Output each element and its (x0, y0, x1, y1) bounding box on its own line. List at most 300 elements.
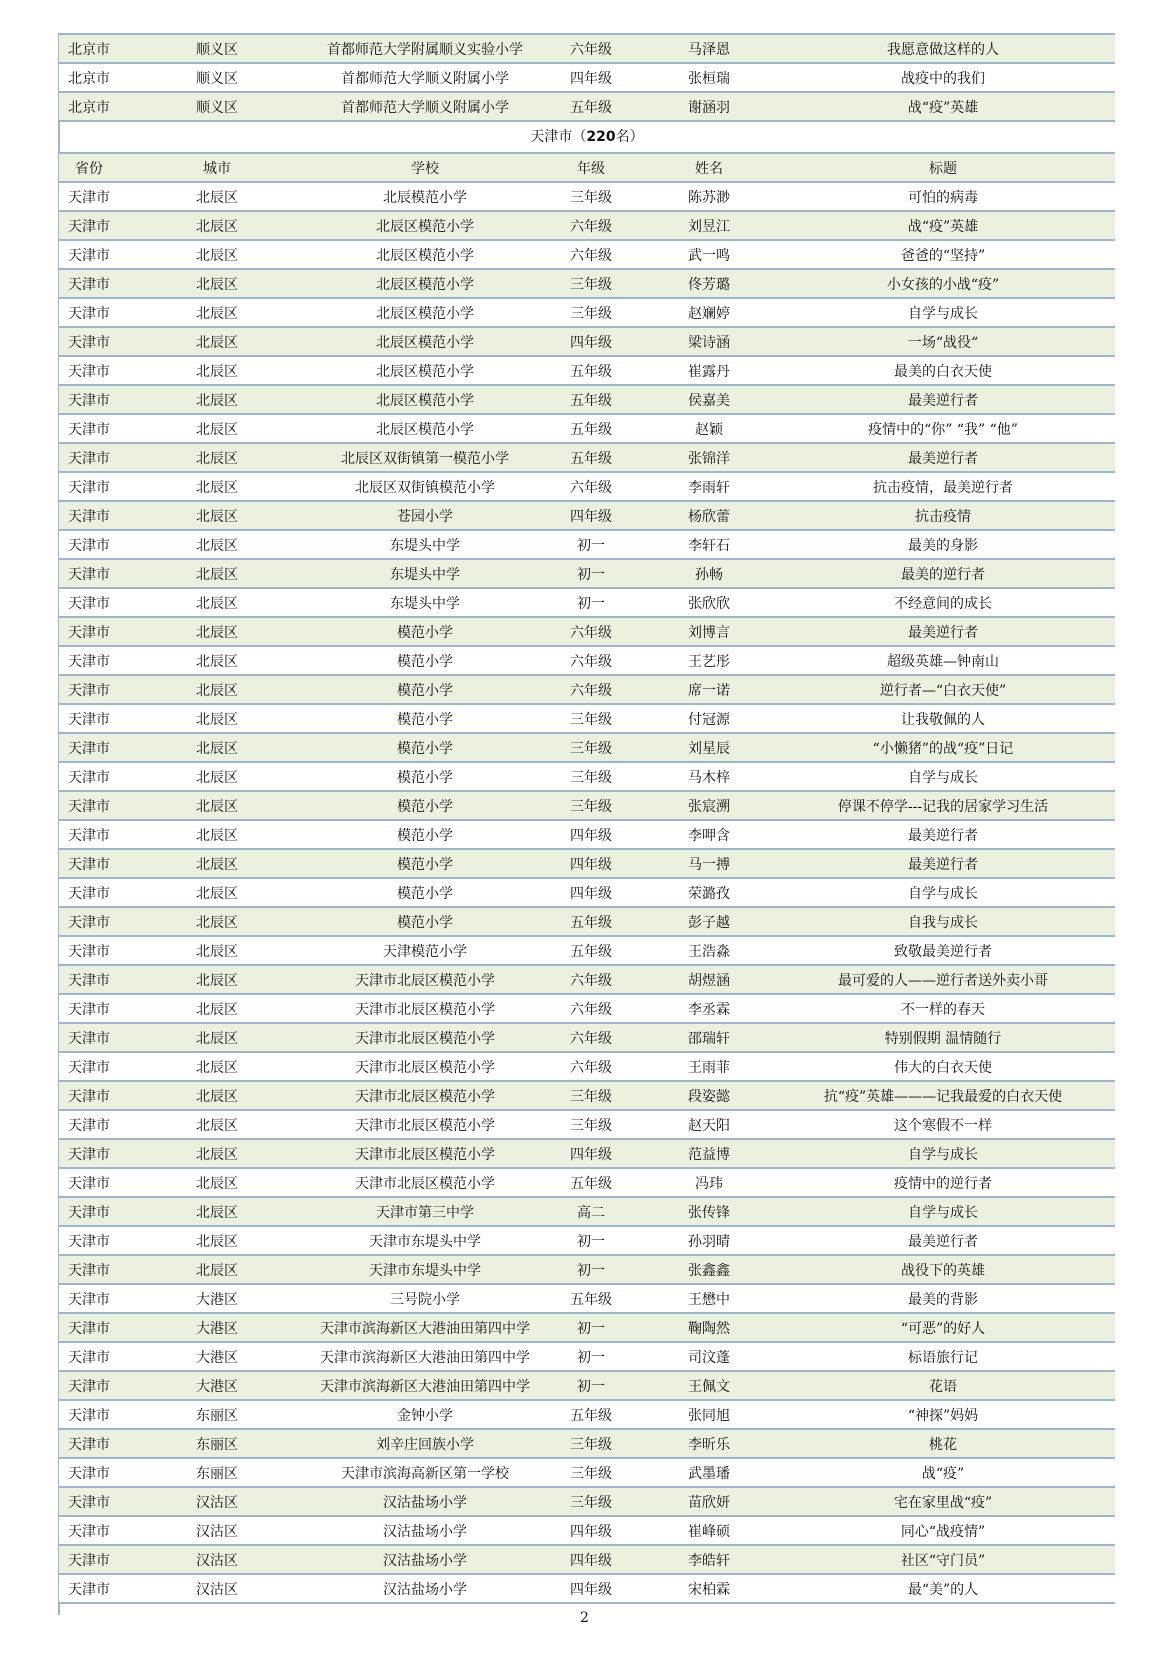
cell-name: 王艺彤 (647, 646, 771, 675)
cell-grade: 三年级 (535, 733, 647, 762)
table-row (59, 1458, 1115, 1487)
cell-school: 汉沽盐场小学 (315, 1574, 535, 1603)
cell-school: 首都师范大学顺义附属小学 (315, 92, 535, 121)
cell-city: 大港区 (119, 1342, 315, 1371)
cell-school: 模范小学 (315, 907, 535, 936)
cell-grade: 初一 (535, 1313, 647, 1342)
cell-name: 邵瑞轩 (647, 1023, 771, 1052)
cell-grade: 四年级 (535, 327, 647, 356)
cell-title: 桃花 (771, 1429, 1115, 1458)
cell-province: 天津市 (59, 1400, 119, 1429)
table-row (59, 1139, 1115, 1168)
cell-grade: 初一 (535, 559, 647, 588)
cell-province: 天津市 (59, 327, 119, 356)
cell-province: 北京市 (59, 92, 119, 121)
cell-city: 北辰区 (119, 878, 315, 907)
cell-province: 天津市 (59, 675, 119, 704)
cell-name: 段姿懿 (647, 1081, 771, 1110)
cell-grade: 六年级 (535, 617, 647, 646)
cell-province: 天津市 (59, 269, 119, 298)
cell-city: 北辰区 (119, 994, 315, 1023)
cell-name: 李呷含 (647, 820, 771, 849)
cell-city: 北辰区 (119, 588, 315, 617)
cell-title: 最美逆行者 (771, 385, 1115, 414)
section-title-suffix: 名） (615, 129, 644, 145)
cell-grade: 六年级 (535, 1023, 647, 1052)
cell-grade: 五年级 (535, 414, 647, 443)
cell-province: 天津市 (59, 1458, 119, 1487)
cell-province: 天津市 (59, 791, 119, 820)
table-row (59, 327, 1115, 356)
cell-name: 谢涵羽 (647, 92, 771, 121)
cell-name: 宋柏霖 (647, 1574, 771, 1603)
cell-school: 北辰区模范小学 (315, 240, 535, 269)
cell-province: 天津市 (59, 1023, 119, 1052)
cell-province: 天津市 (59, 1574, 119, 1603)
cell-school: 东堤头中学 (315, 559, 535, 588)
cell-name: 武墨璠 (647, 1458, 771, 1487)
cell-title: 停课不停学---记我的居家学习生活 (771, 791, 1115, 820)
cell-title: 伟大的白衣天使 (771, 1052, 1115, 1081)
cell-city: 北辰区 (119, 820, 315, 849)
cell-grade: 初一 (535, 1371, 647, 1400)
cell-city: 北辰区 (119, 646, 315, 675)
cell-title: 花语 (771, 1371, 1115, 1400)
cell-school: 天津市北辰区模范小学 (315, 1052, 535, 1081)
table-row (59, 240, 1115, 269)
table-row (59, 588, 1115, 617)
cell-name: 赵天阳 (647, 1110, 771, 1139)
cell-name: 付冠源 (647, 704, 771, 733)
cell-name: 马泽恩 (647, 34, 771, 63)
cell-grade: 三年级 (535, 298, 647, 327)
cell-title: 可怕的病毒 (771, 182, 1115, 211)
cell-city: 北辰区 (119, 298, 315, 327)
cell-name: 杨欣蕾 (647, 501, 771, 530)
cell-province: 天津市 (59, 907, 119, 936)
cell-city: 北辰区 (119, 1081, 315, 1110)
cell-province: 天津市 (59, 472, 119, 501)
cell-grade: 三年级 (535, 1487, 647, 1516)
section-title-name: 天津市（ (530, 129, 587, 145)
table-row (59, 1574, 1115, 1603)
cell-grade: 六年级 (535, 211, 647, 240)
cell-school: 天津市第三中学 (315, 1197, 535, 1226)
cell-title: 逆行者—“白衣天使” (771, 675, 1115, 704)
cell-school: 天津市滨海新区大港油田第四中学 (315, 1371, 535, 1400)
cell-school: 北辰区模范小学 (315, 414, 535, 443)
cell-name: 马木梓 (647, 762, 771, 791)
cell-school: 模范小学 (315, 762, 535, 791)
cell-school: 天津市北辰区模范小学 (315, 1023, 535, 1052)
header-name: 姓名 (647, 153, 771, 182)
cell-city: 北辰区 (119, 240, 315, 269)
cell-grade: 六年级 (535, 472, 647, 501)
cell-grade: 三年级 (535, 1110, 647, 1139)
header-school: 学校 (315, 153, 535, 182)
cell-name: 崔峰硕 (647, 1516, 771, 1545)
cell-city: 东丽区 (119, 1458, 315, 1487)
cell-title: 让我敬佩的人 (771, 704, 1115, 733)
cell-city: 北辰区 (119, 704, 315, 733)
cell-name: 赵斓婷 (647, 298, 771, 327)
cell-title: 最美逆行者 (771, 1226, 1115, 1255)
cell-name: 冯玮 (647, 1168, 771, 1197)
cell-school: 北辰区模范小学 (315, 298, 535, 327)
cell-province: 北京市 (59, 63, 119, 92)
cell-city: 北辰区 (119, 1197, 315, 1226)
cell-school: 北辰区模范小学 (315, 356, 535, 385)
cell-school: 天津市滨海新区大港油田第四中学 (315, 1313, 535, 1342)
cell-name: 彭子越 (647, 907, 771, 936)
header-province: 省份 (59, 153, 119, 182)
cell-school: 天津市东堤头中学 (315, 1226, 535, 1255)
cell-city: 北辰区 (119, 675, 315, 704)
cell-grade: 六年级 (535, 675, 647, 704)
cell-city: 北辰区 (119, 1023, 315, 1052)
cell-school: 模范小学 (315, 675, 535, 704)
table-row (59, 1052, 1115, 1081)
cell-province: 天津市 (59, 588, 119, 617)
cell-city: 汉沽区 (119, 1516, 315, 1545)
cell-school: 模范小学 (315, 820, 535, 849)
cell-province: 天津市 (59, 994, 119, 1023)
cell-province: 天津市 (59, 182, 119, 211)
cell-title: 不一样的春天 (771, 994, 1115, 1023)
table-row (59, 849, 1115, 878)
cell-grade: 三年级 (535, 182, 647, 211)
cell-city: 北辰区 (119, 1139, 315, 1168)
cell-name: 赵颖 (647, 414, 771, 443)
cell-name: 王懋中 (647, 1284, 771, 1313)
cell-title: 社区“守门员” (771, 1545, 1115, 1574)
cell-name: 李雨轩 (647, 472, 771, 501)
table-row (59, 182, 1115, 211)
cell-province: 天津市 (59, 530, 119, 559)
table-row (59, 646, 1115, 675)
cell-title: 战“疫”英雄 (771, 92, 1115, 121)
cell-province: 天津市 (59, 1545, 119, 1574)
cell-province: 天津市 (59, 1110, 119, 1139)
cell-city: 顺义区 (119, 34, 315, 63)
cell-city: 东丽区 (119, 1429, 315, 1458)
cell-title: 自学与成长 (771, 1197, 1115, 1226)
cell-name: 胡煜涵 (647, 965, 771, 994)
cell-school: 汉沽盐场小学 (315, 1545, 535, 1574)
cell-grade: 三年级 (535, 762, 647, 791)
cell-province: 天津市 (59, 443, 119, 472)
cell-name: 张宸溯 (647, 791, 771, 820)
cell-grade: 初一 (535, 530, 647, 559)
table-row (59, 617, 1115, 646)
cell-name: 陈苏渺 (647, 182, 771, 211)
cell-name: 佟芳璐 (647, 269, 771, 298)
cell-name: 荣潞孜 (647, 878, 771, 907)
table-row (59, 34, 1115, 63)
cell-city: 大港区 (119, 1313, 315, 1342)
table-row (59, 385, 1115, 414)
table-row (59, 443, 1115, 472)
cell-title: 最美的逆行者 (771, 559, 1115, 588)
cell-city: 北辰区 (119, 559, 315, 588)
table-row (59, 472, 1115, 501)
cell-school: 天津市北辰区模范小学 (315, 965, 535, 994)
cell-grade: 四年级 (535, 1574, 647, 1603)
cell-title: 最美逆行者 (771, 617, 1115, 646)
cell-grade: 六年级 (535, 240, 647, 269)
cell-city: 北辰区 (119, 472, 315, 501)
cell-city: 北辰区 (119, 907, 315, 936)
cell-name: 马一搏 (647, 849, 771, 878)
cell-grade: 三年级 (535, 1458, 647, 1487)
cell-province: 天津市 (59, 1139, 119, 1168)
tianjin-table (59, 152, 1115, 1604)
cell-province: 天津市 (59, 1487, 119, 1516)
cell-school: 首都师范大学顺义附属小学 (315, 63, 535, 92)
cell-title: 战“疫” (771, 1458, 1115, 1487)
cell-title: 同心“战疫情” (771, 1516, 1115, 1545)
cell-province: 天津市 (59, 617, 119, 646)
cell-name: 李丞霖 (647, 994, 771, 1023)
table-row (59, 820, 1115, 849)
cell-title: “可恶”的好人 (771, 1313, 1115, 1342)
cell-province: 天津市 (59, 1052, 119, 1081)
cell-name: 侯嘉美 (647, 385, 771, 414)
cell-grade: 五年级 (535, 443, 647, 472)
cell-city: 北辰区 (119, 733, 315, 762)
cell-title: 不经意间的成长 (771, 588, 1115, 617)
cell-grade: 六年级 (535, 34, 647, 63)
cell-name: 张鑫鑫 (647, 1255, 771, 1284)
cell-school: 汉沽盐场小学 (315, 1516, 535, 1545)
beijing-continuation-table (59, 33, 1115, 122)
table-row (59, 936, 1115, 965)
cell-city: 北辰区 (119, 1255, 315, 1284)
cell-name: 刘星辰 (647, 733, 771, 762)
cell-name: 孙畅 (647, 559, 771, 588)
table-row (59, 1168, 1115, 1197)
cell-city: 北辰区 (119, 182, 315, 211)
cell-title: 自学与成长 (771, 1139, 1115, 1168)
cell-school: 天津市北辰区模范小学 (315, 1168, 535, 1197)
cell-province: 天津市 (59, 240, 119, 269)
cell-city: 大港区 (119, 1284, 315, 1313)
cell-grade: 高二 (535, 1197, 647, 1226)
cell-name: 张欣欣 (647, 588, 771, 617)
cell-province: 天津市 (59, 1226, 119, 1255)
cell-name: 王雨菲 (647, 1052, 771, 1081)
cell-province: 天津市 (59, 1255, 119, 1284)
cell-city: 北辰区 (119, 414, 315, 443)
table-row (59, 1371, 1115, 1400)
cell-city: 北辰区 (119, 1110, 315, 1139)
cell-title: 自学与成长 (771, 298, 1115, 327)
table-row (59, 559, 1115, 588)
cell-city: 北辰区 (119, 965, 315, 994)
cell-title: 最美逆行者 (771, 849, 1115, 878)
cell-grade: 五年级 (535, 385, 647, 414)
cell-school: 模范小学 (315, 878, 535, 907)
cell-city: 东丽区 (119, 1400, 315, 1429)
cell-title: 特别假期 温情随行 (771, 1023, 1115, 1052)
table-row (59, 791, 1115, 820)
cell-city: 北辰区 (119, 269, 315, 298)
cell-province: 天津市 (59, 762, 119, 791)
cell-province: 天津市 (59, 936, 119, 965)
cell-title: 一场“战役“ (771, 327, 1115, 356)
table-row (59, 269, 1115, 298)
cell-grade: 四年级 (535, 849, 647, 878)
table-row (59, 92, 1115, 121)
cell-title: 自学与成长 (771, 878, 1115, 907)
cell-name: 张桓瑞 (647, 63, 771, 92)
table-row (59, 1255, 1115, 1284)
cell-name: 苗欣妍 (647, 1487, 771, 1516)
cell-grade: 四年级 (535, 1516, 647, 1545)
cell-name: 李皓轩 (647, 1545, 771, 1574)
cell-province: 天津市 (59, 1284, 119, 1313)
cell-city: 汉沽区 (119, 1574, 315, 1603)
cell-title: 抗击疫情，最美逆行者 (771, 472, 1115, 501)
cell-title: 最美逆行者 (771, 820, 1115, 849)
cell-school: 金钟小学 (315, 1400, 535, 1429)
cell-grade: 初一 (535, 588, 647, 617)
cell-school: 三号院小学 (315, 1284, 535, 1313)
cell-title: 最美的白衣天使 (771, 356, 1115, 385)
cell-grade: 五年级 (535, 1168, 647, 1197)
cell-city: 汉沽区 (119, 1487, 315, 1516)
cell-grade: 四年级 (535, 1545, 647, 1574)
cell-name: 刘博言 (647, 617, 771, 646)
cell-grade: 五年级 (535, 907, 647, 936)
cell-school: 天津市北辰区模范小学 (315, 1110, 535, 1139)
cell-city: 北辰区 (119, 443, 315, 472)
cell-school: 天津市北辰区模范小学 (315, 1139, 535, 1168)
cell-school: 北辰区双街镇模范小学 (315, 472, 535, 501)
table-row (59, 1226, 1115, 1255)
cell-grade: 四年级 (535, 63, 647, 92)
cell-name: 张同旭 (647, 1400, 771, 1429)
cell-grade: 初一 (535, 1255, 647, 1284)
cell-school: 苍园小学 (315, 501, 535, 530)
table-row (59, 675, 1115, 704)
cell-province: 天津市 (59, 385, 119, 414)
cell-title: 小女孩的小战“疫” (771, 269, 1115, 298)
cell-name: 司汶蓬 (647, 1342, 771, 1371)
cell-province: 天津市 (59, 211, 119, 240)
header-grade: 年级 (535, 153, 647, 182)
cell-title: 最美的背影 (771, 1284, 1115, 1313)
cell-province: 天津市 (59, 646, 119, 675)
cell-title: 爸爸的“坚持” (771, 240, 1115, 269)
cell-name: 武一鸣 (647, 240, 771, 269)
cell-school: 首都师范大学附属顺义实验小学 (315, 34, 535, 63)
header-city: 城市 (119, 153, 315, 182)
cell-school: 北辰区模范小学 (315, 385, 535, 414)
table-row (59, 907, 1115, 936)
cell-school: 北辰模范小学 (315, 182, 535, 211)
cell-province: 天津市 (59, 733, 119, 762)
cell-title: 抗击疫情 (771, 501, 1115, 530)
table-row (59, 733, 1115, 762)
table-row (59, 1545, 1115, 1574)
cell-title: 我愿意做这样的人 (771, 34, 1115, 63)
cell-province: 天津市 (59, 1371, 119, 1400)
cell-name: 鞠陶然 (647, 1313, 771, 1342)
cell-name: 范益博 (647, 1139, 771, 1168)
cell-school: 模范小学 (315, 646, 535, 675)
cell-school: 模范小学 (315, 704, 535, 733)
table-row (59, 501, 1115, 530)
cell-school: 天津市北辰区模范小学 (315, 1081, 535, 1110)
cell-school: 天津市滨海高新区第一学校 (315, 1458, 535, 1487)
cell-city: 北辰区 (119, 1052, 315, 1081)
cell-province: 天津市 (59, 298, 119, 327)
cell-name: 崔露丹 (647, 356, 771, 385)
cell-grade: 初一 (535, 1226, 647, 1255)
cell-province: 北京市 (59, 34, 119, 63)
cell-province: 天津市 (59, 878, 119, 907)
cell-title: 最美的身影 (771, 530, 1115, 559)
table-row (59, 762, 1115, 791)
table-row (59, 356, 1115, 385)
cell-grade: 六年级 (535, 965, 647, 994)
table-row (59, 1429, 1115, 1458)
cell-city: 北辰区 (119, 327, 315, 356)
table-row (59, 994, 1115, 1023)
cell-province: 天津市 (59, 1429, 119, 1458)
cell-province: 天津市 (59, 965, 119, 994)
cell-title: 自我与成长 (771, 907, 1115, 936)
cell-school: 天津市滨海新区大港油田第四中学 (315, 1342, 535, 1371)
cell-grade: 五年级 (535, 356, 647, 385)
cell-province: 天津市 (59, 1516, 119, 1545)
cell-province: 天津市 (59, 356, 119, 385)
page-number: 2 (580, 1610, 589, 1626)
cell-city: 北辰区 (119, 617, 315, 646)
cell-province: 天津市 (59, 1168, 119, 1197)
cell-school: 北辰区双街镇第一模范小学 (315, 443, 535, 472)
cell-title: “神探”妈妈 (771, 1400, 1115, 1429)
cell-name: 梁诗涵 (647, 327, 771, 356)
table-row (59, 1110, 1115, 1139)
cell-grade: 五年级 (535, 1284, 647, 1313)
table-row (59, 414, 1115, 443)
cell-province: 天津市 (59, 1313, 119, 1342)
cell-grade: 三年级 (535, 704, 647, 733)
cell-city: 北辰区 (119, 936, 315, 965)
cell-name: 王浩淼 (647, 936, 771, 965)
cell-city: 北辰区 (119, 356, 315, 385)
cell-city: 北辰区 (119, 849, 315, 878)
cell-grade: 三年级 (535, 791, 647, 820)
cell-name: 李昕乐 (647, 1429, 771, 1458)
table-row (59, 1516, 1115, 1545)
cell-title: 宅在家里战“疫” (771, 1487, 1115, 1516)
cell-grade: 六年级 (535, 646, 647, 675)
table-row (59, 1081, 1115, 1110)
cell-title: 最“美”的人 (771, 1574, 1115, 1603)
cell-grade: 五年级 (535, 936, 647, 965)
cell-school: 模范小学 (315, 617, 535, 646)
cell-city: 汉沽区 (119, 1545, 315, 1574)
cell-title: 疫情中的逆行者 (771, 1168, 1115, 1197)
cell-province: 天津市 (59, 559, 119, 588)
cell-title: 最可爱的人——逆行者送外卖小哥 (771, 965, 1115, 994)
cell-city: 北辰区 (119, 762, 315, 791)
cell-school: 北辰区模范小学 (315, 269, 535, 298)
cell-grade: 三年级 (535, 1429, 647, 1458)
